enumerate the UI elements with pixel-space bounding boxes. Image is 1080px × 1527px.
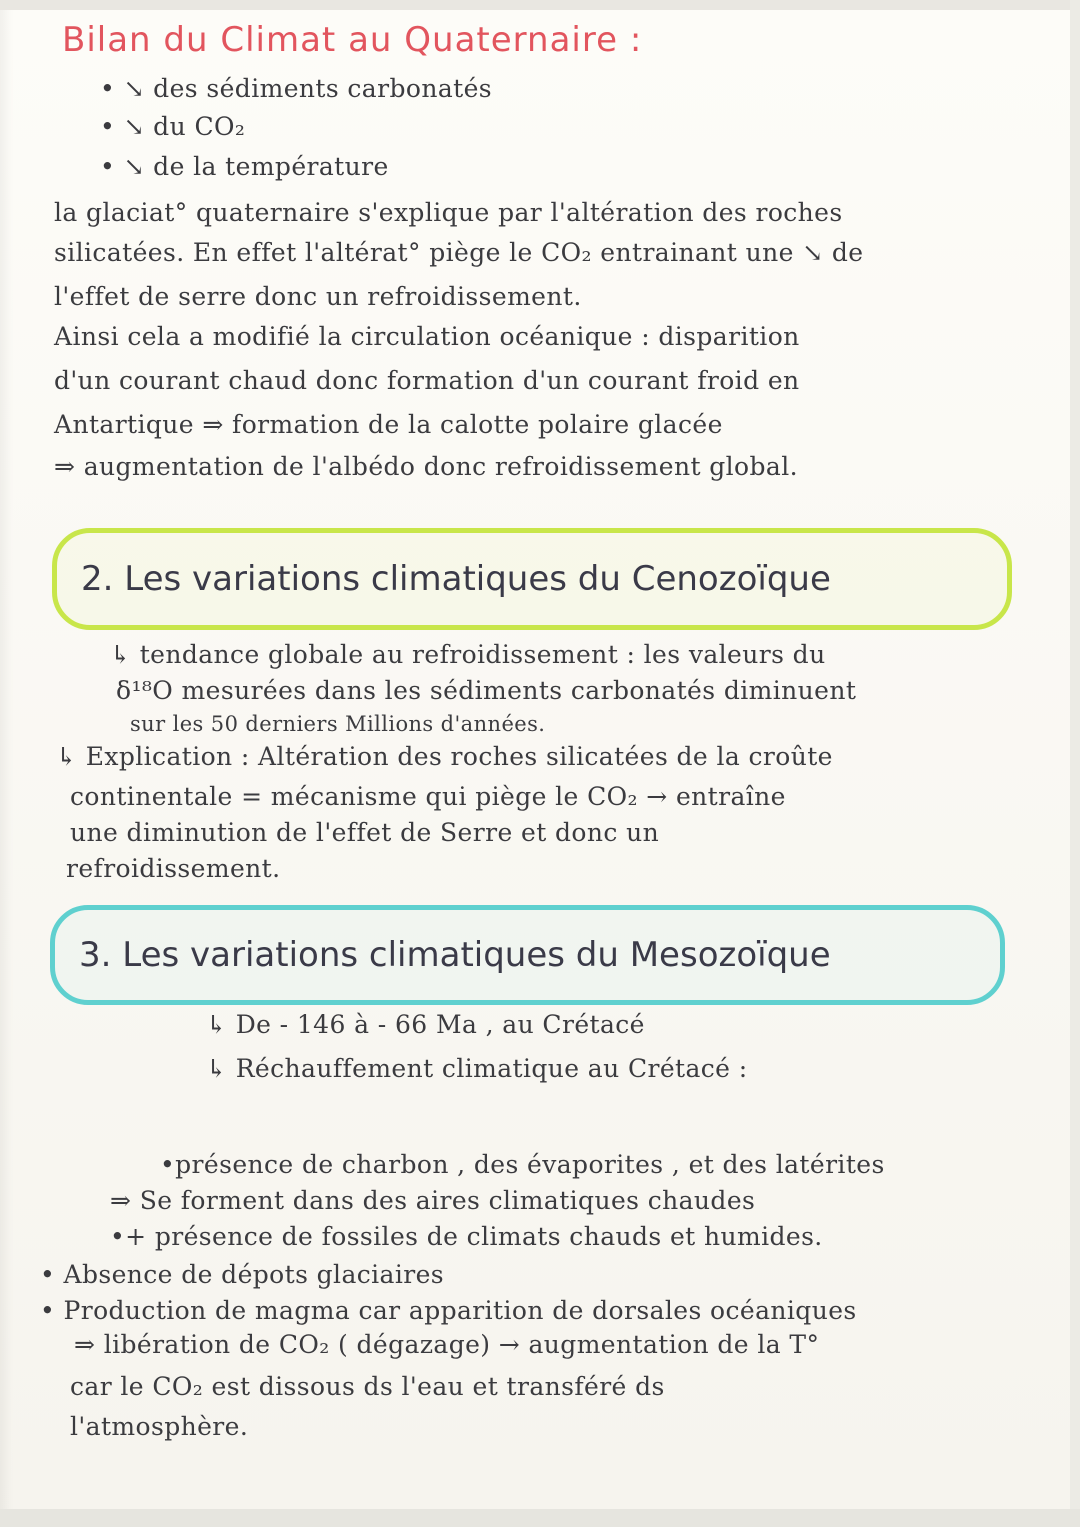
section2-line: refroidissement. <box>66 854 281 883</box>
paragraph1-line: Ainsi cela a modifié la circulation océanique : disparition <box>54 322 800 351</box>
section3-heading-box <box>50 905 1005 1005</box>
section3-line: ↳ De - 146 à - 66 Ma , au Crétacé <box>206 1010 645 1039</box>
section3-line: car le CO₂ est dissous ds l'eau et transféré ds <box>70 1372 665 1401</box>
section3-heading: 3. Les variations climatiques du Mesozoïque <box>79 935 831 975</box>
section2-explication: ↳ Explication : Altération des roches silicatées de la croûte <box>56 742 833 771</box>
paragraph1-line: ⇒ augmentation de l'albédo donc refroidissement global. <box>54 452 798 481</box>
paragraph1-line: l'effet de serre donc un refroidissement. <box>54 282 582 311</box>
section3-line: ↳ Réchauffement climatique au Crétacé : <box>206 1054 748 1083</box>
paragraph1-line: silicatées. En effet l'altérat° piège le CO₂ entrainant une ↘ de <box>54 238 864 267</box>
section3-line: • Production de magma car apparition de dorsales océaniques <box>40 1296 857 1325</box>
section2-heading: 2. Les variations climatiques du Cenozoïque <box>81 559 831 599</box>
section2-heading-box <box>52 528 1012 630</box>
paragraph1-line: Antartique ⇒ formation de la calotte polaire glacée <box>54 410 723 439</box>
paragraph1-line: d'un courant chaud donc formation d'un courant froid en <box>54 366 800 395</box>
section3-line: ⇒ libération de CO₂ ( dégazage) → augmentation de la T° <box>74 1330 820 1359</box>
paragraph1-line: la glaciat° quaternaire s'explique par l'altération des roches <box>54 198 843 227</box>
section3-line: l'atmosphère. <box>70 1412 249 1441</box>
bullet-sediments: • ↘ des sédiments carbonatés <box>100 74 492 103</box>
page-edge-top <box>0 0 1080 10</box>
section3-line: • Absence de dépots glaciaires <box>40 1260 445 1289</box>
section3-line: •présence de charbon , des évaporites , et des latérites <box>160 1150 885 1179</box>
page-edge-right <box>1070 0 1080 1527</box>
section3-line: •+ présence de fossiles de climats chauds et humides. <box>110 1222 823 1251</box>
page-edge-bottom <box>0 1509 1080 1527</box>
section2-line: une diminution de l'effet de Serre et donc un <box>70 818 660 847</box>
bullet-temperature: • ↘ de la température <box>100 152 389 181</box>
section2-line: continentale = mécanisme qui piège le CO₂ → entraîne <box>70 782 786 811</box>
section3-line: ⇒ Se forment dans des aires climatiques chaudes <box>110 1186 756 1215</box>
section2-line: ↳ tendance globale au refroidissement : les valeurs du <box>110 640 826 669</box>
page-title: Bilan du Climat au Quaternaire : <box>62 20 643 60</box>
bullet-co2: • ↘ du CO₂ <box>100 112 246 141</box>
section2-line: sur les 50 derniers Millions d'années. <box>130 712 546 736</box>
section2-line: δ¹⁸O mesurées dans les sédiments carbonatés diminuent <box>116 676 857 705</box>
